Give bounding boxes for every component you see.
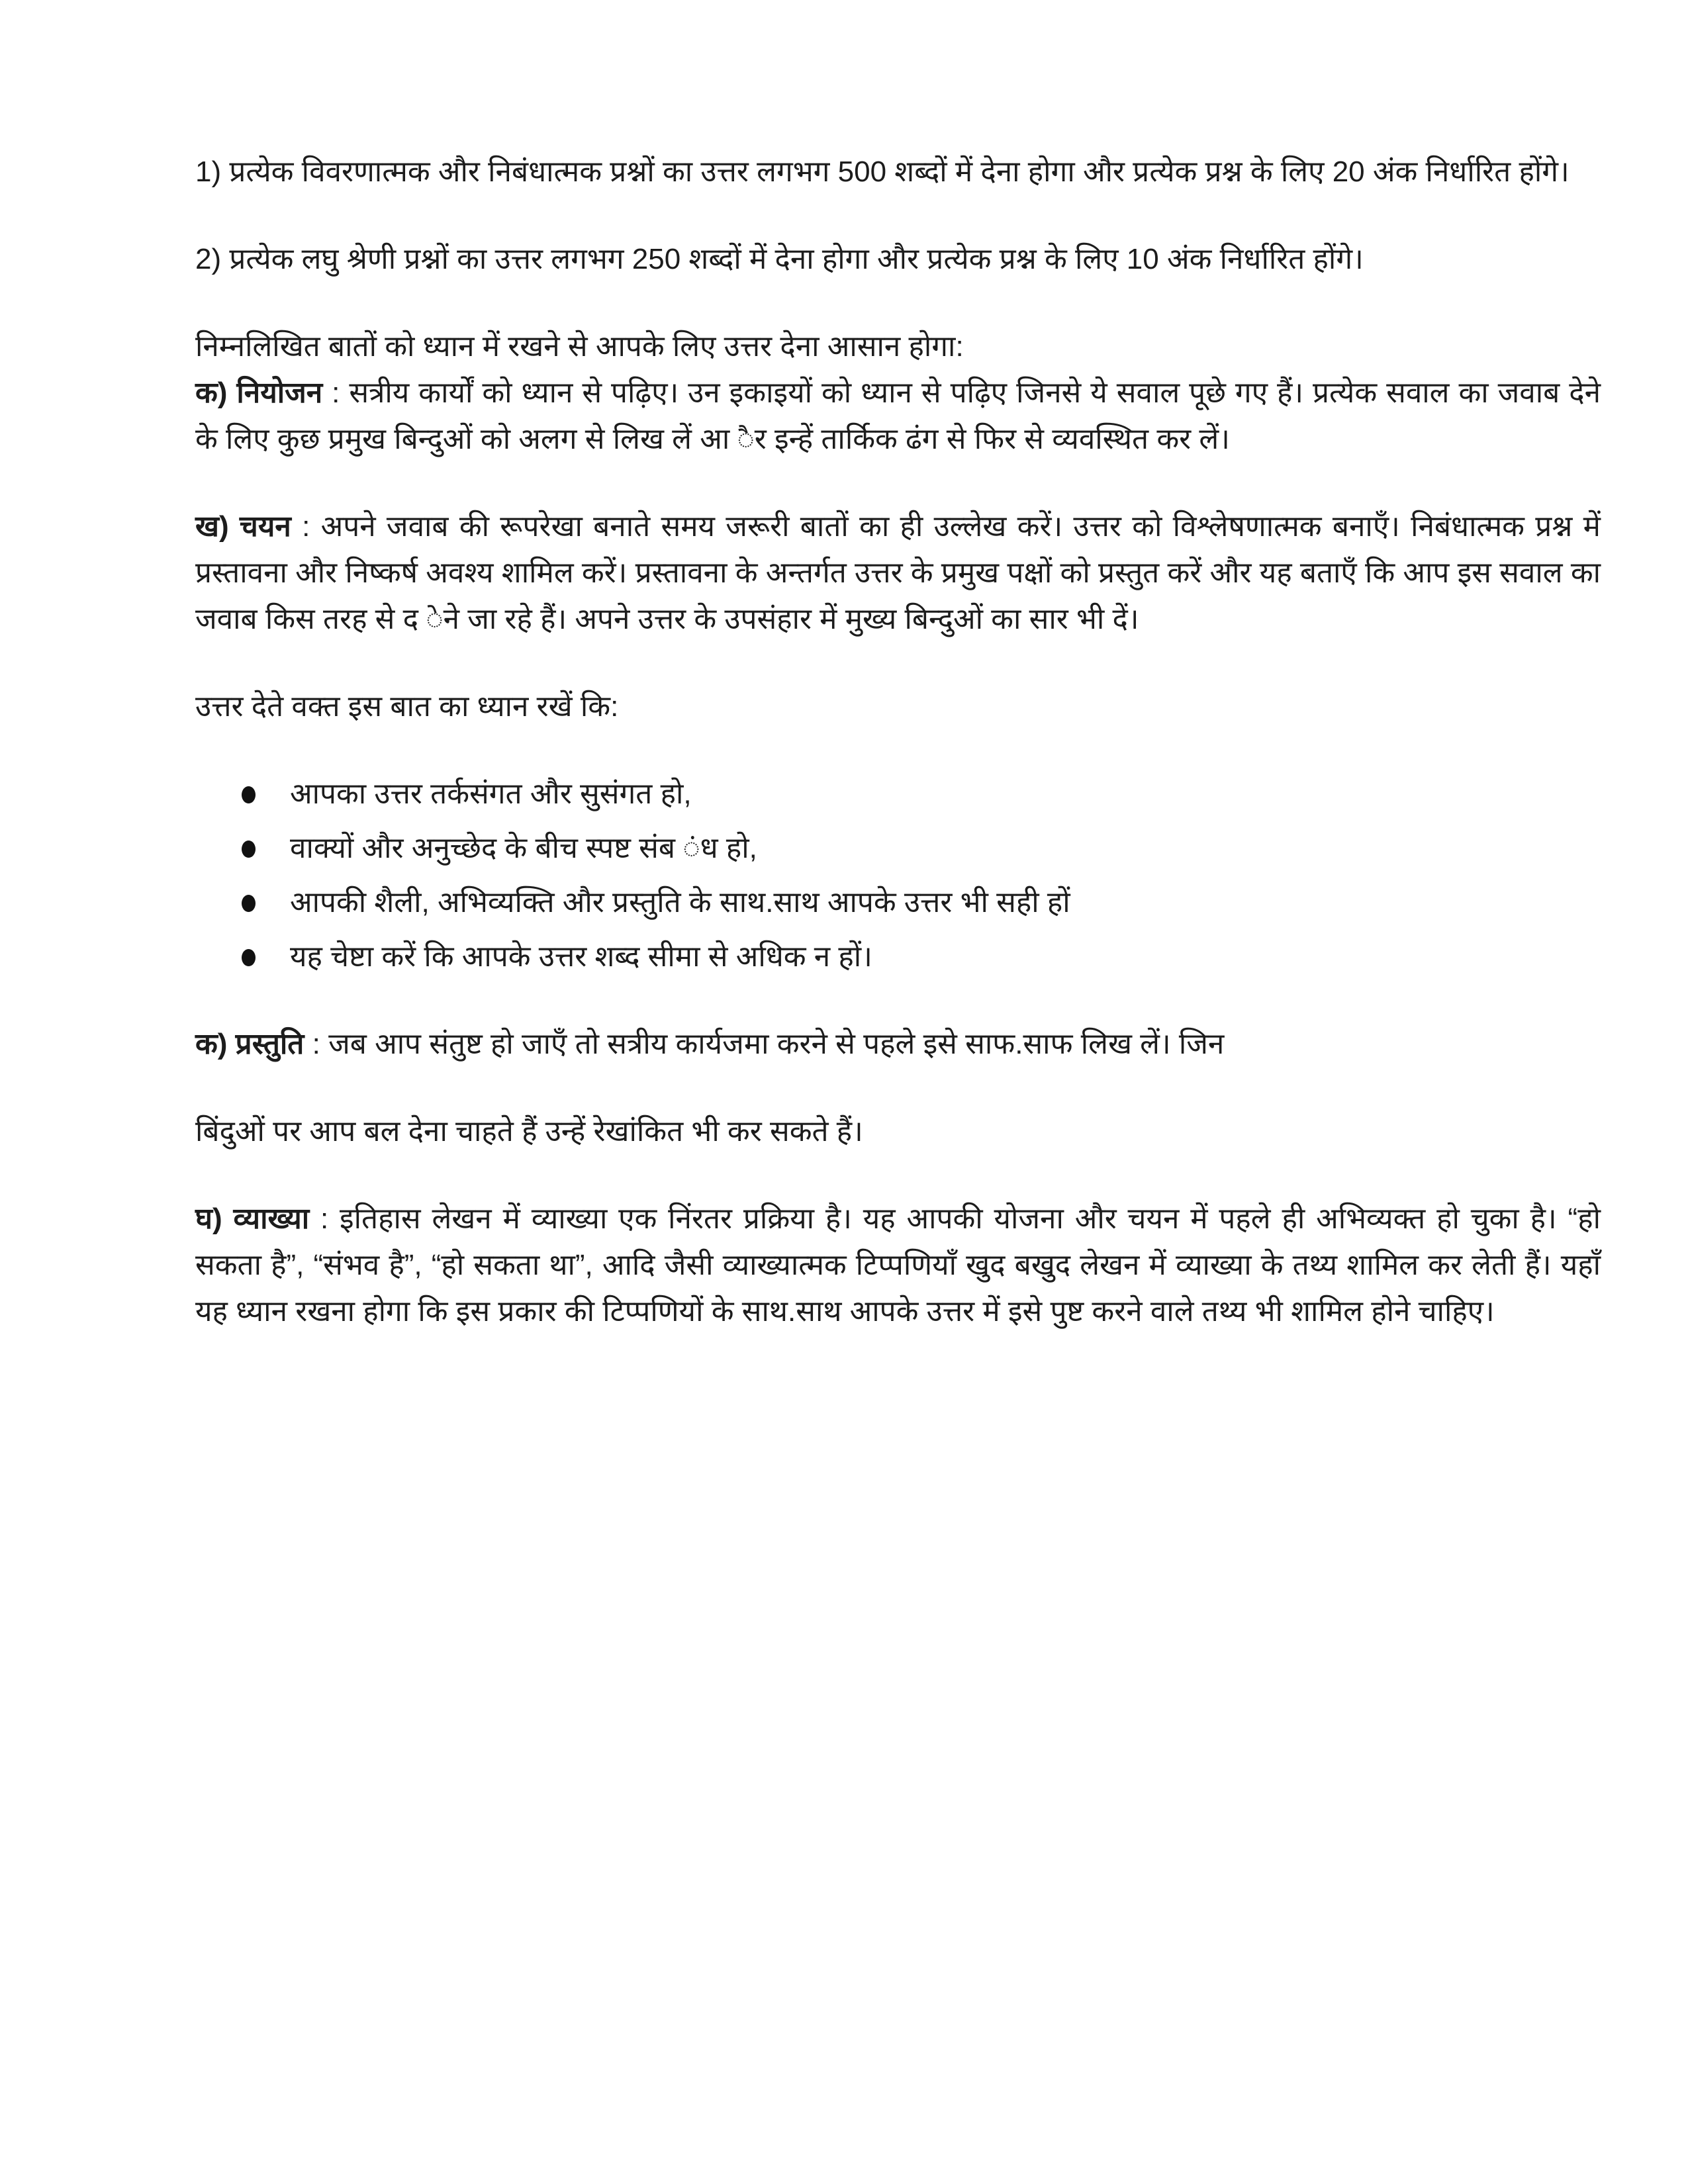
bullet-text: आपकी शैली, अभिव्यक्ति और प्रस्तुति के साथ.साथ आपके उत्तर भी सही हों (290, 886, 1070, 919)
section-interpretation-separator: : (309, 1203, 340, 1235)
bullet-text: वाक्यों और अनुच्छेद के बीच स्पष्ट संब ंध हो, (290, 832, 757, 864)
intro-line (195, 324, 1601, 370)
section-planning-separator: : (322, 377, 350, 409)
bullet-text: आपका उत्तर तर्कसंगत और सुसंगत हो, (290, 778, 692, 810)
bullet-icon (242, 786, 256, 803)
bullet-text: यह चेष्टा करें कि आपके उत्तर शब्द सीमा से अधिक न हों। (290, 940, 872, 973)
list-item (242, 934, 1601, 980)
section-planning-text: सत्रीय कार्यों को ध्यान से पढ़िए। उन इकाइयों को ध्यान से पढ़िए जिनसे ये सवाल पूछे गए हैं। प्रत्येक सवाल का जवाब देने के लिए कुछ प्रमुख बिन्दुओं को अलग से लिख लें आ ैर इन्हें तार्किक ढंग से फिर से व्यवस्थित कर लें। (195, 377, 1601, 455)
section-interpretation-text: इतिहास लेखन में व्याख्या एक निंरतर प्रक्रिया है। यह आपकी योजना और चयन में पहले ही अभिव्यक्त हो चुका है। “हो सकता है”, “संभव है”, “हो सकता था”, आदि जैसी व्याख्यात्मक टिप्पणियाँ खुद बखुद लेखन में व्याख्या के तथ्य शामिल कर लेती हैं। यहाँ यह ध्यान रखना होगा कि इस प्रकार की टिप्पणियों के साथ.साथ आपके उत्तर में इसे पुष्ट करने वाले तथ्य भी शामिल होने चाहिए। (195, 1203, 1601, 1328)
section-presentation (195, 1021, 1601, 1068)
section-selection-label: ख) चयन (195, 510, 291, 543)
list-item (242, 880, 1601, 926)
numbered-point-1-text: 1) प्रत्येक विवरणात्मक और निबंधात्मक प्रश्नों का उत्तर लगभग 500 शब्दों में देना होगा और प्रत्येक प्रश्न के लिए 20 अंक निर्धारित होंगे। (195, 156, 1570, 188)
note-line (195, 684, 1601, 730)
numbered-point-1 (195, 149, 1601, 195)
note-line-text: उत्तर देते वक्त इस बात का ध्यान रखें कि: (195, 690, 619, 723)
bullet-list (195, 771, 1601, 980)
section-selection-separator: : (291, 510, 321, 543)
section-selection (195, 504, 1601, 643)
section-planning-label: क) नियोजन (195, 377, 323, 409)
section-presentation-text: जब आप संतुष्ट हो जाएँ तो सत्रीय कार्यजमा करने से पहले इसे साफ.साफ लिख लें। जिन (328, 1028, 1225, 1060)
section-presentation-label: क) प्रस्तुति (195, 1028, 305, 1060)
bullet-icon (242, 841, 256, 858)
underline-note-line (195, 1109, 1601, 1155)
bullet-icon (242, 949, 256, 966)
section-presentation-separator: : (304, 1028, 329, 1060)
list-item (242, 771, 1601, 817)
section-planning (195, 370, 1601, 463)
underline-note-text: बिंदुओं पर आप बल देना चाहते हैं उन्हें रेखांकित भी कर सकते हैं। (195, 1115, 863, 1148)
bullet-icon (242, 895, 256, 912)
intro-line-text: निम्नलिखित बातों को ध्यान में रखने से आपके लिए उत्तर देना आसान होगा: (195, 330, 964, 363)
section-interpretation-label: घ) व्याख्या (195, 1203, 310, 1235)
section-interpretation (195, 1196, 1601, 1335)
numbered-point-2 (195, 236, 1601, 283)
numbered-point-2-text: 2) प्रत्येक लघु श्रेणी प्रश्नों का उत्तर लगभग 250 शब्दों में देना होगा और प्रत्येक प्रश्न के लिए 10 अंक निर्धारित होंगे। (195, 243, 1364, 275)
list-item (242, 825, 1601, 872)
section-selection-text: अपने जवाब की रूपरेखा बनाते समय जरूरी बातों का ही उल्लेख करें। उत्तर को विश्लेषणात्मक बनाएँ। निबंधात्मक प्रश्न में प्रस्तावना और निष्कर्ष अवश्य शामिल करें। प्रस्तावना के अन्तर्गत उत्तर के प्रमुख पक्षों को प्रस्तुत करें और यह बताएँ कि आप इस सवाल का जवाब किस तरह से द ेने जा रहे हैं। अपने उत्तर के उपसंहार में मुख्य बिन्दुओं का सार भी दें। (195, 510, 1601, 635)
